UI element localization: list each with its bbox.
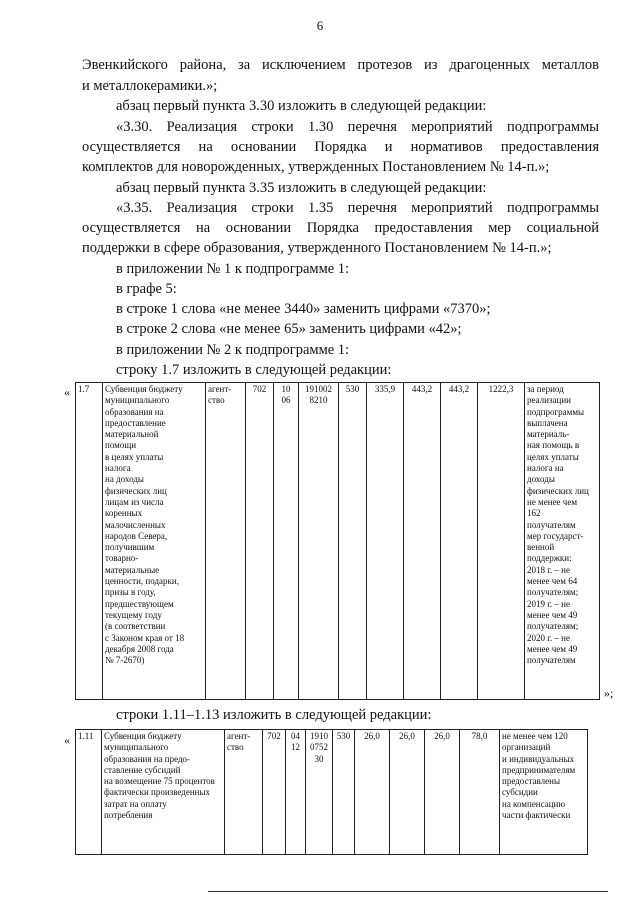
paragraph-line: в приложении № 1 к подпрограмме 1: <box>116 261 350 277</box>
paragraph-line: и металлокерамики.»; <box>82 78 218 94</box>
paragraph-line: строку 1.7 изложить в следующей редакции: <box>116 362 392 378</box>
activity-name: Субвенция бюджету муниципального образования на предоставление материальной помощи в целях уплаты налога на доходы физических лиц лицам из числа коренных малочисленных народов Севера, получившим товарно- материальные ценности, подарки, призы в году, предшествующем текущему году (в соответствии с Законом края от 18 декабря 2008 года № 7-2670) <box>103 383 206 700</box>
section-code: 04 12 <box>286 730 306 855</box>
paragraph-line: абзац первый пункта 3.35 изложить в следующей редакции: <box>116 180 487 196</box>
amount-2020: 443,2 <box>441 383 478 700</box>
paragraph-line: в приложении № 2 к подпрограмме 1: <box>116 342 350 358</box>
paragraph-line: в строке 2 слова «не менее 65» заменить цифрами «42»; <box>116 321 462 337</box>
table1-close-quote: »; <box>604 686 614 700</box>
table-row <box>76 383 600 700</box>
section-code: 10 06 <box>274 383 299 700</box>
row-number: 1.7 <box>76 383 103 700</box>
paragraph-line: в строке 1 слова «не менее 3440» заменить цифрами «7370»; <box>116 301 491 317</box>
table1 <box>75 382 600 700</box>
page-bottom-divider <box>208 891 608 892</box>
amount-total: 78,0 <box>460 730 500 855</box>
expense-type-code: 530 <box>333 730 355 855</box>
amount-2019: 443,2 <box>404 383 441 700</box>
paragraph-line: абзац первый пункта 3.30 изложить в следующей редакции: <box>116 98 487 114</box>
paragraph-line: «3.35. Реализация строки 1.35 перечня мероприятий подпрограммы <box>116 200 599 216</box>
paragraph-line: осуществляется на основании Порядка и нормативов предоставления <box>82 139 599 155</box>
amount-2018: 335,9 <box>367 383 404 700</box>
table2 <box>75 729 588 855</box>
grbs-code: 702 <box>246 383 274 700</box>
activity-name: Субвенция бюджету муниципального образования на предо- ставление субсидий на возмещение 75 процентов фактически произведенных затрат на оплату потребления <box>102 730 225 855</box>
expected-result: за период реализации подпрограммы выплачена материаль- ная помощь в целях уплаты налога на доходы физических лиц не менее чем 162 получателям мер государст- венной поддержки: 2018 г. – не менее чем 64 получателям; 2019 г. – не менее чем 49 получателям; 2020 г. – не менее чем 49 получателям <box>525 383 600 700</box>
paragraph-line: строки 1.11–1.13 изложить в следующей редакции: <box>116 707 432 723</box>
table-row <box>76 730 588 855</box>
target-article-code: 1910 0752 30 <box>306 730 333 855</box>
paragraph-line: Эвенкийского района, за исключением протезов из драгоценных металлов <box>82 57 599 73</box>
amount-2019: 26,0 <box>390 730 425 855</box>
target-article-code: 191002 8210 <box>299 383 339 700</box>
paragraph-line: в графе 5: <box>116 281 177 297</box>
expected-result: не менее чем 120 организаций и индивидуальных предпринимателям предоставлены субсидии на компенсацию части фактически <box>500 730 588 855</box>
expense-type-code: 530 <box>339 383 367 700</box>
amount-2020: 26,0 <box>425 730 460 855</box>
amount-2018: 26,0 <box>355 730 390 855</box>
paragraph-line: осуществляется на основании Порядка предоставления мер социальной <box>82 220 599 236</box>
paragraph-line: «3.30. Реализация строки 1.30 перечня мероприятий подпрограммы <box>116 119 599 135</box>
row-number: 1.11 <box>76 730 102 855</box>
page-number: 6 <box>316 18 324 33</box>
amount-total: 1222,3 <box>478 383 525 700</box>
table2-open-quote: « <box>64 733 70 747</box>
responsible-agency: агент- ство <box>225 730 263 855</box>
responsible-agency: агент- ство <box>206 383 246 700</box>
table1-open-quote: « <box>64 385 70 399</box>
grbs-code: 702 <box>263 730 286 855</box>
paragraph-line: комплектов для новорожденных, утвержденных Постановлением № 14-п.»; <box>82 159 550 175</box>
paragraph-line: поддержки в сфере образования, утвержденного Постановлением № 14-п.»; <box>82 240 552 256</box>
